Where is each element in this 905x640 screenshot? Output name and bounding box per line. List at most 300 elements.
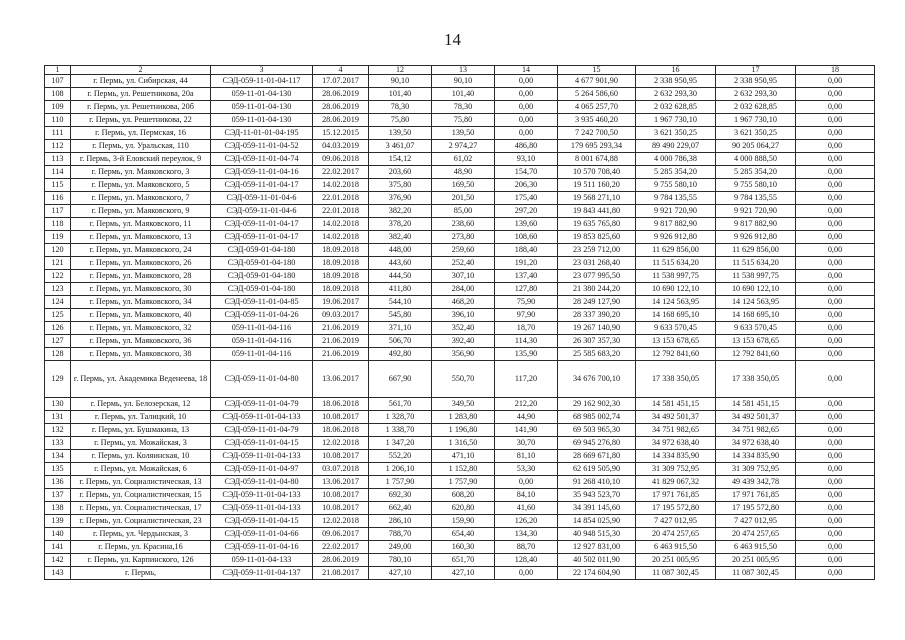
cost-part-1-cell: 11 087 302,45 — [636, 567, 716, 580]
area-b-cell: 137,40 — [495, 270, 558, 283]
cost-part-2-cell: 17 971 761,85 — [716, 489, 796, 502]
decision-number-cell: СЭД-059-11-01-04-74 — [211, 153, 313, 166]
total-area-cell: 667,90 — [369, 361, 432, 398]
address-cell: г. Пермь, ул. Коляинская, 10 — [71, 450, 211, 463]
row-number-cell: 130 — [45, 398, 71, 411]
area-b-cell: 41,60 — [495, 502, 558, 515]
table-row — [45, 218, 875, 231]
table-row — [45, 257, 875, 270]
balance-cell: 0,00 — [796, 411, 875, 424]
area-a-cell: 396,10 — [432, 309, 495, 322]
address-cell: г. Пермь, ул. Можайская, 3 — [71, 437, 211, 450]
table-row — [45, 398, 875, 411]
area-b-cell: 117,20 — [495, 361, 558, 398]
area-a-cell: 252,40 — [432, 257, 495, 270]
total-cost-cell: 14 854 025,90 — [558, 515, 636, 528]
address-cell: г. Пермь, ул. Маяковского, 3 — [71, 166, 211, 179]
row-number-cell: 107 — [45, 75, 71, 88]
total-area-cell: 492,80 — [369, 348, 432, 361]
cost-part-2-cell: 7 427 012,95 — [716, 515, 796, 528]
area-b-cell: 93,10 — [495, 153, 558, 166]
row-number-cell: 129 — [45, 361, 71, 398]
area-a-cell: 468,20 — [432, 296, 495, 309]
address-cell: г. Пермь, ул. Маяковского, 34 — [71, 296, 211, 309]
address-cell: г. Пермь, ул. Академика Веденеева, 18 — [71, 361, 211, 398]
decision-number-cell: СЭД-059-11-01-04-79 — [211, 424, 313, 437]
cost-part-2-cell: 31 309 752,95 — [716, 463, 796, 476]
decision-number-cell: СЭД-059-11-01-04-6 — [211, 205, 313, 218]
total-area-cell: 1 206,10 — [369, 463, 432, 476]
decision-date-cell: 28.06.2019 — [313, 88, 369, 101]
decision-number-cell: 059-11-01-04-116 — [211, 322, 313, 335]
total-area-cell: 378,20 — [369, 218, 432, 231]
cost-part-2-cell: 11 515 634,20 — [716, 257, 796, 270]
cost-part-2-cell: 6 463 915,50 — [716, 541, 796, 554]
table-row — [45, 463, 875, 476]
total-cost-cell: 19 511 160,20 — [558, 179, 636, 192]
table-row — [45, 296, 875, 309]
area-a-cell: 90,10 — [432, 75, 495, 88]
address-cell: г. Пермь, ул. Можайская, 6 — [71, 463, 211, 476]
total-area-cell: 780,10 — [369, 554, 432, 567]
area-a-cell: 238,60 — [432, 218, 495, 231]
balance-cell: 0,00 — [796, 205, 875, 218]
cost-part-1-cell: 5 285 354,20 — [636, 166, 716, 179]
total-cost-cell: 68 985 002,74 — [558, 411, 636, 424]
row-number-cell: 120 — [45, 244, 71, 257]
decision-date-cell: 19.06.2017 — [313, 296, 369, 309]
row-number-cell: 127 — [45, 335, 71, 348]
cost-part-1-cell: 14 334 835,90 — [636, 450, 716, 463]
table-row — [45, 502, 875, 515]
table-row — [45, 515, 875, 528]
total-cost-cell: 12 927 831,00 — [558, 541, 636, 554]
table-row — [45, 411, 875, 424]
total-cost-cell: 23 031 268,40 — [558, 257, 636, 270]
decision-date-cell: 22.01.2018 — [313, 205, 369, 218]
total-cost-cell: 91 268 410,10 — [558, 476, 636, 489]
balance-cell: 0,00 — [796, 528, 875, 541]
decision-date-cell: 21.08.2017 — [313, 567, 369, 580]
decision-number-cell: СЭД-059-11-01-04-133 — [211, 450, 313, 463]
address-cell: г. Пермь, — [71, 567, 211, 580]
total-cost-cell: 69 945 276,80 — [558, 437, 636, 450]
area-a-cell: 101,40 — [432, 88, 495, 101]
row-number-cell: 126 — [45, 322, 71, 335]
area-a-cell: 75,80 — [432, 114, 495, 127]
area-b-cell: 88,70 — [495, 541, 558, 554]
total-cost-cell: 19 635 765,80 — [558, 218, 636, 231]
decision-date-cell: 18.06.2018 — [313, 398, 369, 411]
balance-cell: 0,00 — [796, 361, 875, 398]
area-b-cell: 0,00 — [495, 114, 558, 127]
cost-part-1-cell: 31 309 752,95 — [636, 463, 716, 476]
decision-number-cell: 059-11-01-04-130 — [211, 101, 313, 114]
cost-part-2-cell: 11 087 302,45 — [716, 567, 796, 580]
cost-part-1-cell: 17 195 572,80 — [636, 502, 716, 515]
area-a-cell: 471,10 — [432, 450, 495, 463]
balance-cell: 0,00 — [796, 179, 875, 192]
decision-date-cell: 28.06.2019 — [313, 101, 369, 114]
cost-part-2-cell: 2 032 628,85 — [716, 101, 796, 114]
total-cost-cell: 62 619 505,90 — [558, 463, 636, 476]
table-row — [45, 450, 875, 463]
cost-part-2-cell: 9 633 570,45 — [716, 322, 796, 335]
balance-cell: 0,00 — [796, 541, 875, 554]
cost-part-2-cell: 1 967 730,10 — [716, 114, 796, 127]
cost-part-1-cell: 20 251 005,95 — [636, 554, 716, 567]
total-cost-cell: 10 570 708,40 — [558, 166, 636, 179]
balance-cell: 0,00 — [796, 270, 875, 283]
cost-part-1-cell: 9 784 135,55 — [636, 192, 716, 205]
decision-date-cell: 09.03.2017 — [313, 309, 369, 322]
address-cell: г. Пермь, ул. Маяковского, 11 — [71, 218, 211, 231]
total-area-cell: 788,70 — [369, 528, 432, 541]
row-number-cell: 122 — [45, 270, 71, 283]
area-b-cell: 486,80 — [495, 140, 558, 153]
header-row — [45, 66, 875, 75]
area-a-cell: 169,50 — [432, 179, 495, 192]
decision-number-cell: 059-11-01-04-116 — [211, 335, 313, 348]
row-number-cell: 140 — [45, 528, 71, 541]
total-area-cell: 506,70 — [369, 335, 432, 348]
cost-part-1-cell: 41 829 067,32 — [636, 476, 716, 489]
balance-cell: 0,00 — [796, 463, 875, 476]
area-a-cell: 1 316,50 — [432, 437, 495, 450]
area-b-cell: 97,90 — [495, 309, 558, 322]
cost-part-1-cell: 14 168 695,10 — [636, 309, 716, 322]
cost-part-2-cell: 14 168 695,10 — [716, 309, 796, 322]
balance-cell: 0,00 — [796, 515, 875, 528]
total-cost-cell: 4 677 901,90 — [558, 75, 636, 88]
decision-number-cell: СЭД-059-01-04-180 — [211, 257, 313, 270]
cost-part-2-cell: 9 926 912,80 — [716, 231, 796, 244]
decision-date-cell: 28.06.2019 — [313, 114, 369, 127]
decision-number-cell: СЭД-059-11-01-04-52 — [211, 140, 313, 153]
address-cell: г. Пермь, ул. Маяковского, 36 — [71, 335, 211, 348]
total-area-cell: 78,30 — [369, 101, 432, 114]
area-b-cell: 0,00 — [495, 88, 558, 101]
cost-part-2-cell: 9 817 882,90 — [716, 218, 796, 231]
area-b-cell: 75,90 — [495, 296, 558, 309]
cost-part-2-cell: 34 492 501,37 — [716, 411, 796, 424]
table-row — [45, 554, 875, 567]
total-area-cell: 3 461,07 — [369, 140, 432, 153]
total-area-cell: 101,40 — [369, 88, 432, 101]
area-a-cell: 1 283,80 — [432, 411, 495, 424]
cost-part-2-cell: 49 439 342,78 — [716, 476, 796, 489]
balance-cell: 0,00 — [796, 335, 875, 348]
cost-part-2-cell: 34 972 638,40 — [716, 437, 796, 450]
column-header: 3 — [211, 66, 313, 75]
table-row — [45, 335, 875, 348]
area-b-cell: 188,40 — [495, 244, 558, 257]
row-number-cell: 139 — [45, 515, 71, 528]
area-a-cell: 1 196,80 — [432, 424, 495, 437]
address-cell: г. Пермь, ул. Социалистическая, 23 — [71, 515, 211, 528]
table-row — [45, 283, 875, 296]
total-area-cell: 444,50 — [369, 270, 432, 283]
total-cost-cell: 28 669 671,80 — [558, 450, 636, 463]
decision-date-cell: 21.06.2019 — [313, 348, 369, 361]
row-number-cell: 112 — [45, 140, 71, 153]
decision-date-cell: 17.07.2017 — [313, 75, 369, 88]
total-cost-cell: 19 853 825,60 — [558, 231, 636, 244]
total-area-cell: 371,10 — [369, 322, 432, 335]
total-cost-cell: 8 001 674,88 — [558, 153, 636, 166]
decision-number-cell: СЭД-059-11-01-04-16 — [211, 166, 313, 179]
decision-date-cell: 14.02.2018 — [313, 218, 369, 231]
decision-date-cell: 22.01.2018 — [313, 192, 369, 205]
cost-part-1-cell: 12 792 841,60 — [636, 348, 716, 361]
table-row — [45, 205, 875, 218]
cost-part-2-cell: 9 921 720,90 — [716, 205, 796, 218]
total-cost-cell: 19 843 441,80 — [558, 205, 636, 218]
address-cell: г. Пермь, ул. Решетникова, 20а — [71, 88, 211, 101]
area-a-cell: 620,80 — [432, 502, 495, 515]
total-area-cell: 1 757,90 — [369, 476, 432, 489]
cost-part-2-cell: 10 690 122,10 — [716, 283, 796, 296]
decision-number-cell: СЭД-059-11-01-04-17 — [211, 231, 313, 244]
area-b-cell: 134,30 — [495, 528, 558, 541]
address-cell: г. Пермь, 3-й Еловский переулок, 9 — [71, 153, 211, 166]
decision-date-cell: 15.12.2015 — [313, 127, 369, 140]
cost-part-1-cell: 34 972 638,40 — [636, 437, 716, 450]
address-cell: г. Пермь, ул. Красина,16 — [71, 541, 211, 554]
decision-number-cell: СЭД-059-11-01-04-66 — [211, 528, 313, 541]
cost-part-2-cell: 4 000 888,50 — [716, 153, 796, 166]
cost-part-1-cell: 9 755 580,10 — [636, 179, 716, 192]
total-area-cell: 443,60 — [369, 257, 432, 270]
area-a-cell: 427,10 — [432, 567, 495, 580]
balance-cell: 0,00 — [796, 296, 875, 309]
area-b-cell: 0,00 — [495, 567, 558, 580]
decision-date-cell: 03.07.2018 — [313, 463, 369, 476]
cost-part-1-cell: 2 632 293,30 — [636, 88, 716, 101]
column-header: 15 — [558, 66, 636, 75]
balance-cell: 0,00 — [796, 88, 875, 101]
total-area-cell: 382,40 — [369, 231, 432, 244]
cost-part-1-cell: 1 967 730,10 — [636, 114, 716, 127]
decision-number-cell: СЭД-059-11-01-04-6 — [211, 192, 313, 205]
address-cell: г. Пермь, ул. Маяковского, 40 — [71, 309, 211, 322]
decision-number-cell: СЭД-059-11-01-04-79 — [211, 398, 313, 411]
column-header: 2 — [71, 66, 211, 75]
area-b-cell: 84,10 — [495, 489, 558, 502]
balance-cell: 0,00 — [796, 398, 875, 411]
total-area-cell: 1 347,20 — [369, 437, 432, 450]
decision-date-cell: 12.02.2018 — [313, 515, 369, 528]
total-area-cell: 1 328,70 — [369, 411, 432, 424]
total-cost-cell: 4 065 257,70 — [558, 101, 636, 114]
area-a-cell: 307,10 — [432, 270, 495, 283]
total-cost-cell: 7 242 700,50 — [558, 127, 636, 140]
decision-date-cell: 14.02.2018 — [313, 231, 369, 244]
address-cell: г. Пермь, ул. Чердынская, 3 — [71, 528, 211, 541]
address-cell: г. Пермь, ул. Решетникова, 22 — [71, 114, 211, 127]
balance-cell: 0,00 — [796, 502, 875, 515]
area-b-cell: 191,20 — [495, 257, 558, 270]
row-number-cell: 116 — [45, 192, 71, 205]
table-row — [45, 75, 875, 88]
total-cost-cell: 21 380 244,20 — [558, 283, 636, 296]
cost-part-1-cell: 11 538 997,75 — [636, 270, 716, 283]
table-row — [45, 541, 875, 554]
cost-part-2-cell: 2 632 293,30 — [716, 88, 796, 101]
total-area-cell: 544,10 — [369, 296, 432, 309]
address-cell: г. Пермь, ул. Бушмакина, 13 — [71, 424, 211, 437]
total-area-cell: 249,00 — [369, 541, 432, 554]
page-number: 14 — [444, 30, 461, 49]
decision-number-cell: СЭД-059-11-01-04-133 — [211, 502, 313, 515]
row-number-cell: 110 — [45, 114, 71, 127]
decision-number-cell: СЭД-059-11-01-04-137 — [211, 567, 313, 580]
cost-part-2-cell: 34 751 982,65 — [716, 424, 796, 437]
area-a-cell: 608,20 — [432, 489, 495, 502]
area-b-cell: 139,60 — [495, 218, 558, 231]
total-area-cell: 1 338,70 — [369, 424, 432, 437]
total-area-cell: 448,00 — [369, 244, 432, 257]
address-cell: г. Пермь, ул. Карпинского, 126 — [71, 554, 211, 567]
row-number-cell: 138 — [45, 502, 71, 515]
decision-date-cell: 10.08.2017 — [313, 502, 369, 515]
balance-cell: 0,00 — [796, 153, 875, 166]
total-cost-cell: 40 948 515,30 — [558, 528, 636, 541]
area-a-cell: 1 152,80 — [432, 463, 495, 476]
decision-number-cell: СЭД-059-11-01-04-80 — [211, 361, 313, 398]
decision-number-cell: 059-11-01-04-116 — [211, 348, 313, 361]
row-number-cell: 113 — [45, 153, 71, 166]
column-header: 14 — [495, 66, 558, 75]
cost-part-2-cell: 11 629 856,00 — [716, 244, 796, 257]
area-a-cell: 654,40 — [432, 528, 495, 541]
area-a-cell: 159,90 — [432, 515, 495, 528]
total-area-cell: 561,70 — [369, 398, 432, 411]
balance-cell: 0,00 — [796, 348, 875, 361]
area-a-cell: 78,30 — [432, 101, 495, 114]
row-number-cell: 141 — [45, 541, 71, 554]
area-b-cell: 18,70 — [495, 322, 558, 335]
balance-cell: 0,00 — [796, 218, 875, 231]
decision-number-cell: 059-11-01-04-133 — [211, 554, 313, 567]
total-area-cell: 552,20 — [369, 450, 432, 463]
table-row — [45, 424, 875, 437]
total-cost-cell: 69 503 965,30 — [558, 424, 636, 437]
total-cost-cell: 35 943 523,70 — [558, 489, 636, 502]
area-b-cell: 0,00 — [495, 75, 558, 88]
table-row — [45, 101, 875, 114]
row-number-cell: 123 — [45, 283, 71, 296]
total-area-cell: 662,40 — [369, 502, 432, 515]
column-header: 16 — [636, 66, 716, 75]
area-b-cell: 212,20 — [495, 398, 558, 411]
row-number-cell: 128 — [45, 348, 71, 361]
decision-date-cell: 18.09.2018 — [313, 270, 369, 283]
area-a-cell: 2 974,27 — [432, 140, 495, 153]
table-row — [45, 270, 875, 283]
decision-date-cell: 18.09.2018 — [313, 283, 369, 296]
decision-date-cell: 28.06.2019 — [313, 554, 369, 567]
area-b-cell: 127,80 — [495, 283, 558, 296]
decision-number-cell: СЭД-059-11-01-04-133 — [211, 411, 313, 424]
total-area-cell: 203,60 — [369, 166, 432, 179]
total-area-cell: 286,10 — [369, 515, 432, 528]
balance-cell: 0,00 — [796, 424, 875, 437]
row-number-cell: 119 — [45, 231, 71, 244]
decision-number-cell: СЭД-059-11-01-04-80 — [211, 476, 313, 489]
table-row — [45, 476, 875, 489]
area-b-cell: 30,70 — [495, 437, 558, 450]
cost-part-1-cell: 3 621 350,25 — [636, 127, 716, 140]
total-cost-cell: 29 162 902,30 — [558, 398, 636, 411]
decision-number-cell: СЭД-059-01-04-180 — [211, 270, 313, 283]
address-cell: г. Пермь, ул. Маяковского, 28 — [71, 270, 211, 283]
cost-part-1-cell: 10 690 122,10 — [636, 283, 716, 296]
decision-date-cell: 18.09.2018 — [313, 257, 369, 270]
total-cost-cell: 19 568 271,10 — [558, 192, 636, 205]
total-cost-cell: 19 267 140,90 — [558, 322, 636, 335]
table-row — [45, 192, 875, 205]
decision-date-cell: 18.06.2018 — [313, 424, 369, 437]
column-header: 13 — [432, 66, 495, 75]
area-b-cell: 175,40 — [495, 192, 558, 205]
total-cost-cell: 23 077 995,50 — [558, 270, 636, 283]
table-row — [45, 127, 875, 140]
total-cost-cell: 3 935 460,20 — [558, 114, 636, 127]
cost-part-2-cell: 13 153 678,65 — [716, 335, 796, 348]
cost-part-2-cell: 14 334 835,90 — [716, 450, 796, 463]
balance-cell: 0,00 — [796, 101, 875, 114]
balance-cell: 0,00 — [796, 476, 875, 489]
row-number-cell: 131 — [45, 411, 71, 424]
area-b-cell: 81,10 — [495, 450, 558, 463]
decision-number-cell: 059-11-01-04-130 — [211, 88, 313, 101]
balance-cell: 0,00 — [796, 231, 875, 244]
address-cell: г. Пермь, ул. Маяковского, 38 — [71, 348, 211, 361]
cost-part-1-cell: 89 490 229,07 — [636, 140, 716, 153]
cost-part-2-cell: 20 474 257,65 — [716, 528, 796, 541]
area-a-cell: 1 757,90 — [432, 476, 495, 489]
address-cell: г. Пермь, ул. Пермская, 16 — [71, 127, 211, 140]
row-number-cell: 111 — [45, 127, 71, 140]
table-row — [45, 140, 875, 153]
address-cell: г. Пермь, ул. Белозерская, 12 — [71, 398, 211, 411]
decision-number-cell: СЭД-059-11-01-04-85 — [211, 296, 313, 309]
decision-number-cell: СЭД-059-11-01-04-26 — [211, 309, 313, 322]
table-row — [45, 528, 875, 541]
balance-cell: 0,00 — [796, 450, 875, 463]
table-row — [45, 179, 875, 192]
balance-cell: 0,00 — [796, 309, 875, 322]
row-number-cell: 125 — [45, 309, 71, 322]
decision-date-cell: 18.09.2018 — [313, 244, 369, 257]
decision-date-cell: 21.06.2019 — [313, 322, 369, 335]
table-row — [45, 437, 875, 450]
column-header: 4 — [313, 66, 369, 75]
decision-date-cell: 10.08.2017 — [313, 450, 369, 463]
cost-part-2-cell: 3 621 350,25 — [716, 127, 796, 140]
area-b-cell: 141,90 — [495, 424, 558, 437]
area-b-cell: 53,30 — [495, 463, 558, 476]
total-cost-cell: 25 585 683,20 — [558, 348, 636, 361]
balance-cell: 0,00 — [796, 127, 875, 140]
cost-part-1-cell: 6 463 915,50 — [636, 541, 716, 554]
cost-part-2-cell: 9 755 580,10 — [716, 179, 796, 192]
area-b-cell: 128,40 — [495, 554, 558, 567]
balance-cell: 0,00 — [796, 283, 875, 296]
cost-part-2-cell: 17 195 572,80 — [716, 502, 796, 515]
area-b-cell: 126,20 — [495, 515, 558, 528]
